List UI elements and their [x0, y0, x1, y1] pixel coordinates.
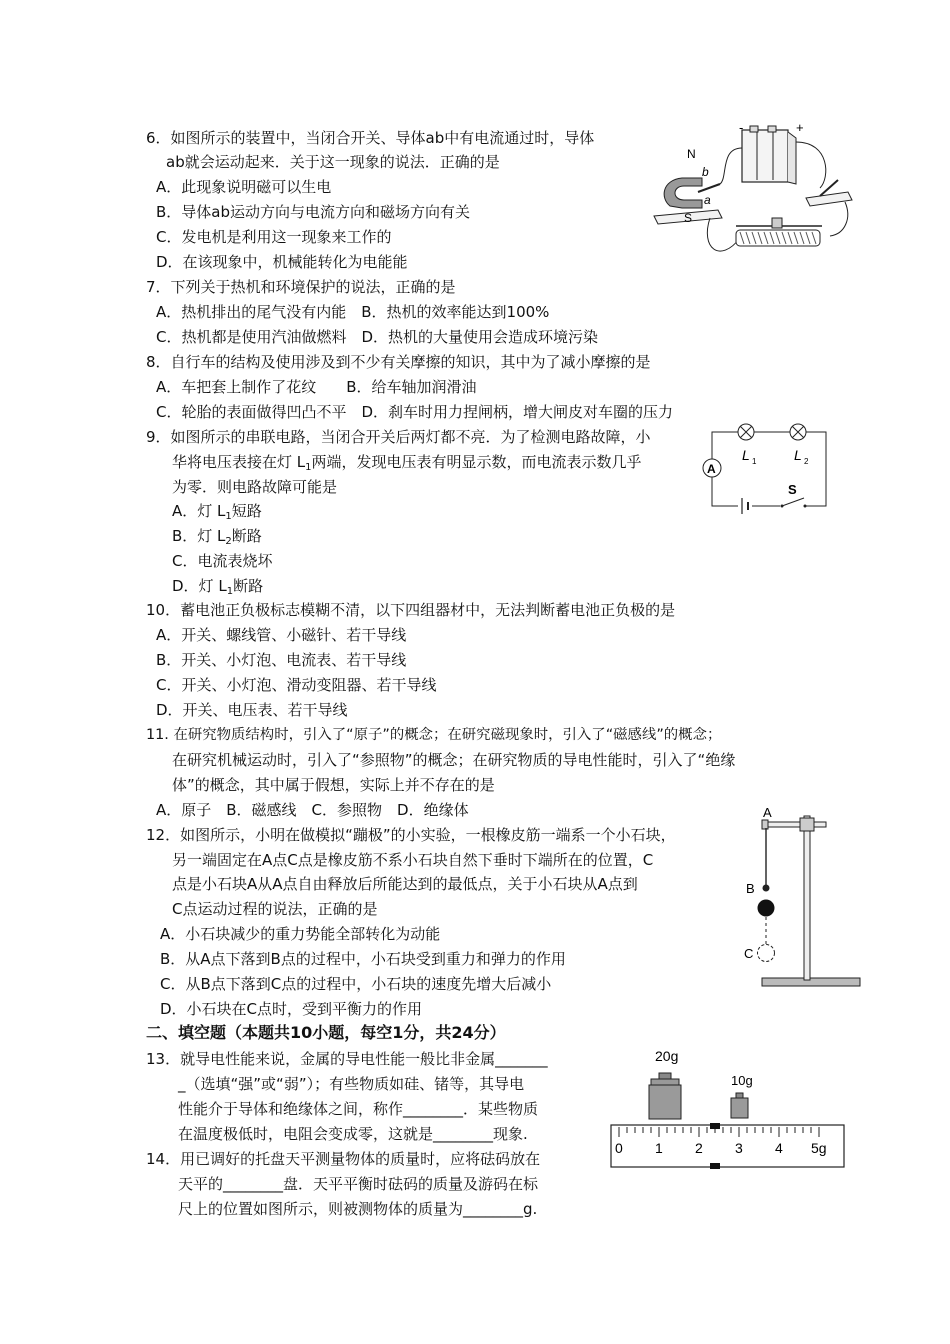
weight-10g-icon: [731, 1093, 748, 1118]
q14-line2: 天平的________盘．天平平衡时砝码的质量及游码在标: [178, 1175, 539, 1193]
q9-b-sub: 2: [225, 536, 232, 547]
battery-minus-label: -: [739, 120, 744, 135]
point-c-label: C: [744, 946, 754, 961]
section-2-heading: 二、填空题（本题共10小题，每空1分，共24分）: [146, 1023, 506, 1042]
q9-d-sub: 1: [226, 586, 234, 597]
q10-option-c: C．开关、小灯泡、滑动变阻器、若干导线: [156, 676, 437, 694]
weight-20g-label: 20g: [655, 1048, 679, 1064]
q12-option-c: C．从B点下落到C点的过程中，小石块的速度先增大后减小: [160, 975, 552, 993]
q9-a-text: A．灯 L: [172, 502, 226, 520]
q9-option-c: C．电流表烧坏: [172, 552, 273, 570]
q13-line3: 性能介于导体和绝缘体之间，称作________．某些物质: [178, 1100, 539, 1118]
q9-option-d: [172, 576, 263, 602]
bungee-stand-figure: [740, 800, 865, 995]
lamp-l1-icon: [738, 424, 754, 440]
q9-stem-line3: 为零．则电路故障可能是: [172, 478, 338, 496]
q12-stem-line4: C点运动过程的说法，正确的是: [172, 900, 378, 918]
q12-option-b: B．从A点下落到B点的过程中，小石块受到重力和弹力的作用: [160, 950, 566, 968]
switch-s-icon: [780, 498, 807, 512]
switch-s-label: S: [788, 482, 797, 497]
q7-options-ab: A．热机排出的尾气没有内能 B．热机的效率能达到100%: [156, 303, 550, 321]
q11-stem-line3: 体”的概念，其中属于假想，实际上并不存在的是: [172, 776, 495, 794]
weight-20g-icon: [649, 1073, 681, 1119]
stone-icon: [758, 900, 775, 917]
q11-options: A．原子 B．磁感线 C．参照物 D．绝缘体: [156, 801, 469, 819]
q13-line1: 13．就导电性能来说，金属的导电性能一般比非金属_______: [146, 1050, 548, 1068]
q9-stem2-text-b: 两端，发现电压表有明显示数，而电流表示数几乎: [311, 453, 642, 471]
q12-option-a: A．小石块减少的重力势能全部转化为动能: [160, 925, 441, 943]
scale-tick-label: 5g: [811, 1140, 827, 1156]
lamp-l2-icon: [790, 424, 806, 440]
q10-option-d: D．开关、电压表、若干导线: [156, 701, 348, 719]
q9-a-text-b: 短路: [231, 502, 262, 520]
q8-stem: 8．自行车的结构及使用涉及到不少有关摩擦的知识，其中为了减小摩擦的是: [146, 353, 651, 371]
q8-options-ab: A．车把套上制作了花纹 B．给车轴加润滑油: [156, 378, 477, 396]
battery-plus-label: +: [796, 120, 804, 135]
point-b-label: B: [746, 881, 755, 896]
q9-b-text: B．灯 L: [172, 527, 226, 545]
q11-stem-line1: 11. 在研究物质结构时，引入了“原子”的概念；在研究磁现象时，引入了“磁感线”的概念；: [146, 727, 722, 743]
lamp-l2-sub: 2: [804, 457, 809, 466]
lamp-l1-sub: 1: [752, 457, 757, 466]
q10-option-b: B．开关、小灯泡、电流表、若干导线: [156, 651, 407, 669]
rheostat-icon: [736, 218, 822, 246]
q9-stem2-sub: 1: [305, 462, 312, 473]
rider-bottom-marker: [710, 1163, 720, 1169]
q9-b-text-b: 断路: [231, 527, 262, 545]
point-a-label: A: [763, 805, 772, 820]
q13-line2: _（选填“强”或“弱”）；有些物质如硅、锗等，其导电: [178, 1075, 525, 1093]
balance-figure: [605, 1045, 850, 1175]
q13-line4: 在温度极低时，电阻会变成零，这就是________现象.: [178, 1125, 528, 1143]
magnet-n-label: N: [687, 147, 696, 161]
q8-options-cd: C．轮胎的表面做得凹凸不平 D．刹车时用力捏闸柄，增大闸皮对车圈的压力: [156, 403, 674, 421]
weight-10g-label: 10g: [731, 1073, 753, 1088]
q10-stem: 10．蓄电池正负极标志模糊不清，以下四组器材中，无法判断蓄电池正负极的是: [146, 601, 676, 619]
q6-option-d: D．在该现象中，机械能转化为电能能: [156, 253, 408, 271]
rider-marker[interactable]: [710, 1123, 720, 1129]
q6-option-a: A．此现象说明磁可以生电: [156, 178, 332, 196]
q12-stem-line1: 12．如图所示，小明在做模拟“蹦极”的小实验，一根橡皮筋一端系一个小石块，: [146, 826, 676, 844]
q12-stem-line2: 另一端固定在A点C点是橡皮筋不系小石块自然下垂时下端所在的位置，C: [172, 851, 654, 869]
q12-option-d: D．小石块在C点时，受到平衡力的作用: [160, 1000, 423, 1018]
q9-a-sub: 1: [225, 511, 232, 522]
scale-tick-label: 4: [775, 1140, 783, 1156]
point-b-marker: [763, 885, 770, 892]
q6-stem-line2: ab就会运动起来．关于这一现象的说法．正确的是: [166, 153, 500, 171]
q9-d-text-b: 断路: [233, 577, 264, 595]
q9-option-b: [172, 526, 262, 552]
scale-tick-label: 1: [655, 1140, 663, 1156]
scale-tick-label: 2: [695, 1140, 703, 1156]
q9-option-a: [172, 501, 262, 527]
motor-apparatus-figure: [640, 118, 870, 266]
conductor-a-label: a: [704, 193, 711, 207]
battery-icon: [742, 126, 796, 184]
stone-dashed-icon: [758, 945, 775, 962]
q9-d-text: D．灯 L: [172, 577, 227, 595]
scale-tick-label: 0: [615, 1140, 623, 1156]
series-circuit-figure: [700, 422, 830, 512]
q6-stem-line1: 6．如图所示的装置中，当闭合开关、导体ab中有电流通过时，导体: [146, 129, 595, 147]
q14-line3: 尺上的位置如图所示，则被测物体的质量为________g.: [178, 1200, 538, 1218]
q10-option-a: A．开关、螺线管、小磁针、若干导线: [156, 626, 407, 644]
q9-stem2-text: 华将电压表接在灯 L: [172, 453, 306, 471]
ammeter-label: A: [707, 462, 716, 476]
q11-stem-line2: 在研究机械运动时，引入了“参照物”的概念；在研究物质的导电性能时，引入了“绝缘: [172, 751, 736, 769]
lamp-l2-label: L: [794, 447, 802, 463]
scale-tick-label: 3: [735, 1140, 743, 1156]
lamp-l1-label: L: [742, 447, 750, 463]
magnet-s-label: S: [684, 211, 693, 225]
cell-icon: [738, 498, 752, 514]
q14-line1: 14．用已调好的托盘天平测量物体的质量时，应将砝码放在: [146, 1150, 541, 1168]
q6-option-c: C．发电机是利用这一现象来工作的: [156, 228, 392, 246]
beam-scale: [611, 1125, 844, 1167]
q12-stem-line3: 点是小石块A从A点自由释放后所能达到的最低点，关于小石块从A点到: [172, 875, 638, 893]
q9-stem-line2: [172, 452, 642, 478]
q9-stem-line1: 9．如图所示的串联电路，当闭合开关后两灯都不亮．为了检测电路故障，小: [146, 428, 651, 446]
q7-stem: 7．下列关于热机和环境保护的说法，正确的是: [146, 278, 456, 296]
q6-option-b: B．导体ab运动方向与电流方向和磁场方向有关: [156, 203, 471, 221]
conductor-b-label: b: [702, 165, 709, 179]
q7-options-cd: C．热机都是使用汽油做燃料 D．热机的大量使用会造成环境污染: [156, 328, 599, 346]
